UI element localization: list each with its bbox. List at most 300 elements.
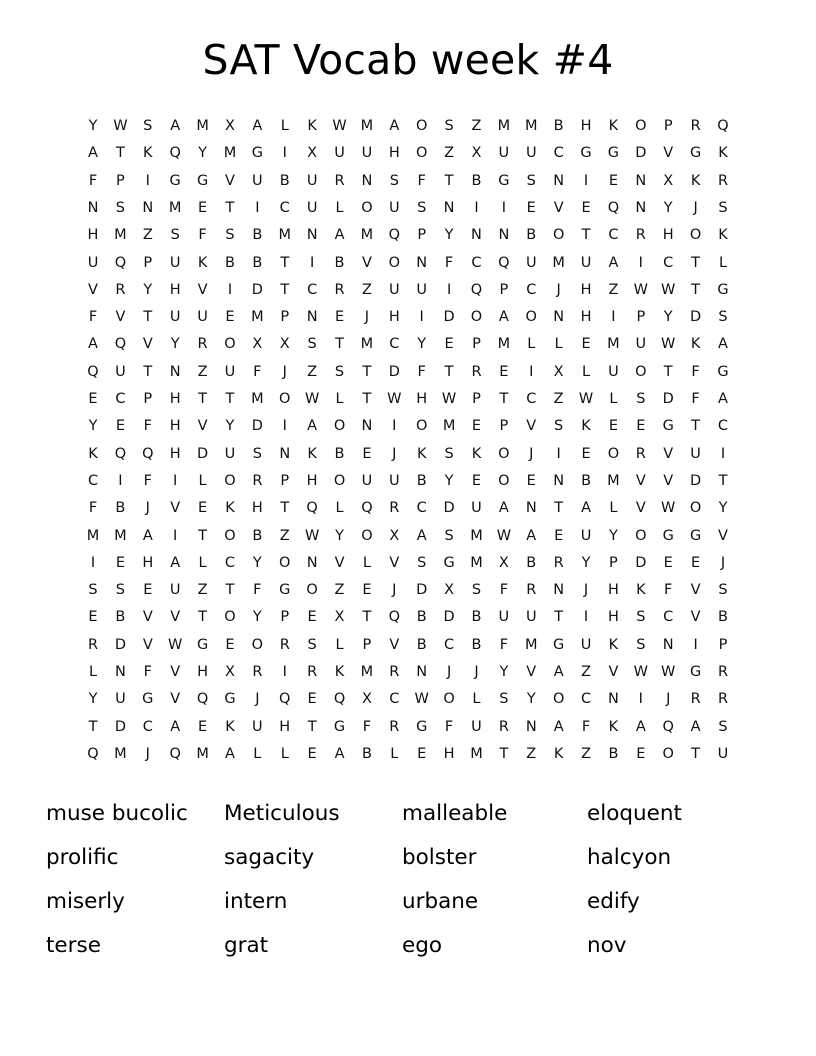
grid-cell[interactable]: I (282, 418, 287, 435)
grid-cell[interactable]: D (635, 554, 647, 571)
grid-cell[interactable]: W (304, 527, 320, 544)
grid-cell[interactable]: P (417, 227, 427, 244)
grid-cell[interactable]: G (689, 145, 702, 162)
grid-cell[interactable]: R (389, 664, 400, 681)
grid-cell[interactable]: H (169, 391, 181, 408)
grid-cell[interactable]: O (224, 472, 236, 489)
grid-cell[interactable]: H (169, 418, 181, 435)
word-list-item[interactable]: eloquent (587, 801, 682, 827)
grid-cell[interactable]: A (581, 500, 591, 517)
grid-cell[interactable]: M (607, 336, 620, 353)
grid-cell[interactable]: N (306, 309, 318, 326)
grid-cell[interactable]: I (173, 472, 178, 489)
grid-cell[interactable]: M (196, 118, 209, 135)
grid-cell[interactable]: K (225, 500, 235, 517)
grid-cell[interactable]: P (718, 636, 728, 653)
grid-cell[interactable]: N (553, 472, 565, 489)
grid-cell[interactable]: S (526, 172, 536, 189)
grid-cell[interactable]: U (471, 500, 482, 517)
grid-cell[interactable]: T (499, 745, 509, 762)
grid-cell[interactable]: D (443, 609, 455, 626)
grid-cell[interactable]: A (553, 718, 564, 735)
grid-cell[interactable]: I (282, 145, 287, 162)
grid-cell[interactable]: N (662, 636, 674, 653)
grid-cell[interactable]: G (689, 664, 702, 681)
grid-cell[interactable]: Q (114, 445, 127, 462)
grid-cell[interactable]: Z (553, 391, 564, 408)
grid-cell[interactable]: I (419, 309, 424, 326)
grid-cell[interactable]: Q (717, 118, 729, 135)
grid-cell[interactable]: E (471, 472, 482, 489)
grid-cell[interactable]: L (335, 636, 344, 653)
grid-cell[interactable]: Y (581, 554, 591, 571)
grid-cell[interactable]: X (224, 664, 235, 681)
grid-cell[interactable]: L (335, 391, 344, 408)
grid-cell[interactable]: K (88, 445, 98, 462)
grid-cell[interactable]: U (498, 609, 510, 626)
grid-cell[interactable]: N (142, 199, 154, 216)
grid-cell[interactable]: T (280, 500, 290, 517)
grid-cell[interactable]: T (499, 391, 509, 408)
grid-cell[interactable]: G (580, 145, 592, 162)
grid-cell[interactable]: N (635, 199, 647, 216)
grid-cell[interactable]: M (360, 336, 374, 353)
grid-cell[interactable]: E (143, 582, 153, 599)
grid-cell[interactable]: O (498, 445, 510, 462)
grid-cell[interactable]: T (307, 718, 317, 735)
grid-cell[interactable]: B (115, 609, 126, 626)
word-list-item[interactable]: urbane (402, 889, 479, 915)
grid-cell[interactable]: T (225, 582, 235, 599)
grid-cell[interactable]: V (690, 582, 701, 599)
grid-cell[interactable]: S (718, 309, 728, 326)
grid-cell[interactable]: B (581, 472, 592, 489)
grid-cell[interactable]: C (471, 254, 482, 271)
grid-cell[interactable]: G (251, 145, 263, 162)
grid-cell[interactable]: E (581, 199, 591, 216)
grid-cell[interactable]: T (554, 500, 564, 517)
grid-cell[interactable]: U (388, 472, 400, 489)
grid-cell[interactable]: B (471, 636, 482, 653)
grid-cell[interactable]: T (198, 609, 207, 626)
grid-cell[interactable]: T (718, 472, 728, 489)
grid-cell[interactable]: U (580, 527, 592, 544)
grid-cell[interactable]: J (583, 582, 589, 599)
grid-cell[interactable]: H (169, 281, 181, 298)
grid-cell[interactable]: K (690, 336, 701, 353)
grid-cell[interactable]: Y (444, 227, 454, 244)
grid-cell[interactable]: R (690, 118, 701, 135)
grid-cell[interactable]: H (607, 609, 619, 626)
grid-cell[interactable]: W (168, 636, 183, 653)
grid-cell[interactable]: G (553, 636, 565, 653)
grid-cell[interactable]: S (554, 418, 564, 435)
grid-cell[interactable]: E (115, 418, 125, 435)
grid-cell[interactable]: M (114, 745, 127, 762)
grid-cell[interactable]: A (718, 391, 728, 408)
grid-cell[interactable]: U (525, 145, 537, 162)
word-list-item[interactable]: grat (224, 933, 269, 959)
grid-cell[interactable]: E (526, 199, 536, 216)
grid-cell[interactable]: A (225, 745, 235, 762)
grid-cell[interactable]: V (663, 445, 674, 462)
grid-cell[interactable]: S (252, 445, 262, 462)
grid-cell[interactable]: M (251, 391, 264, 408)
grid-cell[interactable]: F (664, 582, 673, 599)
grid-cell[interactable]: U (115, 363, 126, 380)
grid-cell[interactable]: C (717, 418, 729, 435)
grid-cell[interactable]: L (280, 118, 289, 135)
grid-cell[interactable]: H (388, 145, 400, 162)
word-list-item[interactable]: Meticulous (224, 801, 340, 827)
grid-cell[interactable]: R (717, 664, 729, 681)
grid-cell[interactable]: K (608, 718, 619, 735)
grid-cell[interactable]: U (87, 254, 99, 271)
grid-cell[interactable]: I (227, 281, 233, 298)
grid-cell[interactable]: B (471, 609, 482, 626)
grid-cell[interactable]: C (526, 281, 537, 298)
grid-cell[interactable]: B (334, 254, 345, 271)
grid-cell[interactable]: V (526, 418, 537, 435)
grid-cell[interactable]: C (663, 254, 674, 271)
grid-cell[interactable]: Z (526, 745, 537, 762)
grid-cell[interactable]: R (334, 172, 345, 189)
grid-cell[interactable]: X (279, 336, 290, 353)
word-list-item[interactable]: halcyon (587, 845, 672, 871)
grid-cell[interactable]: W (441, 391, 457, 408)
grid-cell[interactable]: I (611, 309, 616, 326)
grid-cell[interactable]: F (444, 718, 454, 735)
grid-cell[interactable]: G (662, 418, 674, 435)
grid-cell[interactable]: V (526, 664, 537, 681)
grid-cell[interactable]: W (633, 664, 648, 681)
grid-cell[interactable]: T (115, 145, 125, 162)
grid-cell[interactable]: W (661, 336, 676, 353)
grid-cell[interactable]: Q (142, 445, 154, 462)
grid-cell[interactable]: X (553, 363, 564, 380)
grid-cell[interactable]: Q (498, 254, 510, 271)
grid-cell[interactable]: R (690, 691, 701, 708)
grid-cell[interactable]: C (526, 391, 537, 408)
grid-cell[interactable]: V (553, 199, 564, 216)
grid-cell[interactable]: A (690, 718, 701, 735)
grid-cell[interactable]: O (279, 391, 291, 408)
grid-cell[interactable]: E (554, 527, 564, 544)
grid-cell[interactable]: U (169, 582, 181, 599)
grid-cell[interactable]: B (224, 254, 235, 271)
grid-cell[interactable]: I (501, 199, 506, 216)
grid-cell[interactable]: U (717, 745, 729, 762)
grid-cell[interactable]: T (691, 281, 701, 298)
grid-cell[interactable]: V (225, 172, 235, 189)
grid-cell[interactable]: F (253, 582, 262, 599)
grid-cell[interactable]: P (636, 309, 646, 326)
grid-cell[interactable]: B (416, 636, 427, 653)
grid-cell[interactable]: N (279, 445, 291, 462)
grid-cell[interactable]: N (553, 582, 565, 599)
grid-cell[interactable]: X (224, 118, 235, 135)
grid-cell[interactable]: O (498, 472, 510, 489)
grid-cell[interactable]: D (251, 281, 263, 298)
grid-cell[interactable]: Y (88, 118, 98, 135)
grid-cell[interactable]: S (444, 527, 454, 544)
word-list-item[interactable]: miserly (46, 889, 125, 915)
grid-cell[interactable]: S (389, 172, 399, 189)
grid-cell[interactable]: G (717, 363, 729, 380)
grid-cell[interactable]: T (362, 363, 372, 380)
grid-cell[interactable]: P (499, 418, 509, 435)
grid-cell[interactable]: D (690, 472, 702, 489)
grid-cell[interactable]: T (362, 391, 372, 408)
grid-cell[interactable]: E (307, 745, 317, 762)
grid-cell[interactable]: N (635, 172, 647, 189)
grid-cell[interactable]: S (718, 582, 728, 599)
grid-cell[interactable]: Q (279, 691, 291, 708)
grid-cell[interactable]: Q (114, 336, 127, 353)
grid-cell[interactable]: E (608, 172, 619, 189)
grid-cell[interactable]: D (443, 500, 455, 517)
grid-cell[interactable]: B (252, 527, 263, 544)
grid-cell[interactable]: Z (471, 118, 482, 135)
grid-cell[interactable]: T (143, 363, 153, 380)
grid-cell[interactable]: P (663, 118, 673, 135)
grid-cell[interactable]: T (88, 718, 98, 735)
word-list-item[interactable]: ego (402, 933, 443, 959)
grid-cell[interactable]: F (143, 664, 152, 681)
grid-cell[interactable]: N (553, 172, 565, 189)
grid-cell[interactable]: M (251, 309, 264, 326)
grid-cell[interactable]: F (362, 718, 372, 735)
grid-cell[interactable]: G (607, 145, 620, 162)
grid-cell[interactable]: R (389, 718, 400, 735)
grid-cell[interactable]: T (691, 745, 701, 762)
grid-cell[interactable]: L (335, 199, 344, 216)
grid-cell[interactable]: B (526, 227, 537, 244)
grid-cell[interactable]: R (307, 664, 318, 681)
grid-cell[interactable]: F (88, 309, 98, 326)
grid-cell[interactable]: C (142, 718, 153, 735)
grid-cell[interactable]: S (718, 718, 728, 735)
grid-cell[interactable]: D (635, 145, 647, 162)
grid-cell[interactable]: H (416, 391, 428, 408)
grid-cell[interactable]: P (280, 609, 290, 626)
grid-cell[interactable]: Z (307, 363, 318, 380)
grid-cell[interactable]: E (362, 445, 372, 462)
grid-cell[interactable]: N (608, 691, 619, 708)
grid-cell[interactable]: Y (170, 336, 180, 353)
grid-cell[interactable]: N (361, 418, 373, 435)
grid-cell[interactable]: J (529, 445, 534, 462)
grid-cell[interactable]: M (114, 527, 127, 544)
grid-cell[interactable]: X (389, 527, 400, 544)
grid-cell[interactable]: N (169, 363, 181, 380)
grid-cell[interactable]: A (170, 554, 181, 571)
grid-cell[interactable]: E (225, 636, 235, 653)
grid-cell[interactable]: B (718, 609, 728, 626)
grid-cell[interactable]: H (87, 227, 99, 244)
grid-cell[interactable]: T (444, 172, 454, 189)
grid-cell[interactable]: F (444, 254, 454, 271)
grid-cell[interactable]: K (416, 445, 427, 462)
grid-cell[interactable]: O (552, 227, 565, 244)
word-list-item[interactable]: bolster (402, 845, 477, 871)
grid-cell[interactable]: C (580, 691, 592, 708)
grid-cell[interactable]: M (168, 199, 182, 216)
grid-cell[interactable]: T (444, 363, 454, 380)
grid-cell[interactable]: T (198, 391, 207, 408)
grid-cell[interactable]: C (307, 281, 318, 298)
grid-cell[interactable]: F (143, 418, 152, 435)
grid-cell[interactable]: E (334, 309, 345, 326)
grid-cell[interactable]: S (499, 691, 509, 708)
grid-cell[interactable]: V (361, 254, 372, 271)
grid-cell[interactable]: M (278, 227, 291, 244)
grid-cell[interactable]: Y (252, 609, 262, 626)
grid-cell[interactable]: N (553, 309, 565, 326)
grid-cell[interactable]: Y (225, 418, 235, 435)
grid-cell[interactable]: I (474, 199, 479, 216)
grid-cell[interactable]: N (443, 199, 455, 216)
grid-cell[interactable]: M (525, 118, 538, 135)
grid-cell[interactable]: O (689, 500, 702, 517)
grid-cell[interactable]: L (718, 254, 728, 271)
grid-cell[interactable]: A (718, 336, 728, 353)
grid-cell[interactable]: R (197, 336, 208, 353)
grid-cell[interactable]: S (143, 118, 153, 135)
grid-cell[interactable]: R (252, 472, 263, 489)
grid-cell[interactable]: M (470, 527, 483, 544)
grid-cell[interactable]: M (497, 118, 511, 135)
grid-cell[interactable]: G (333, 718, 346, 735)
grid-cell[interactable]: J (392, 445, 397, 462)
grid-cell[interactable]: T (362, 609, 372, 626)
grid-cell[interactable]: T (335, 336, 344, 353)
grid-cell[interactable]: X (471, 145, 482, 162)
grid-cell[interactable]: A (334, 227, 345, 244)
grid-cell[interactable]: D (690, 309, 702, 326)
grid-cell[interactable]: I (638, 691, 643, 708)
grid-cell[interactable]: S (334, 363, 345, 380)
grid-cell[interactable]: E (608, 418, 619, 435)
grid-cell[interactable]: U (334, 145, 345, 162)
grid-cell[interactable]: A (608, 254, 619, 271)
grid-cell[interactable]: H (142, 554, 154, 571)
grid-cell[interactable]: T (280, 254, 290, 271)
grid-cell[interactable]: U (498, 145, 510, 162)
grid-cell[interactable]: U (252, 172, 263, 189)
grid-cell[interactable]: S (115, 199, 125, 216)
grid-cell[interactable]: H (443, 745, 455, 762)
grid-cell[interactable]: Y (252, 554, 262, 571)
grid-cell[interactable]: U (361, 145, 373, 162)
grid-cell[interactable]: E (88, 391, 98, 408)
grid-cell[interactable]: W (578, 391, 594, 408)
grid-cell[interactable]: M (114, 227, 127, 244)
grid-cell[interactable]: A (334, 745, 345, 762)
grid-cell[interactable]: C (279, 199, 290, 216)
grid-cell[interactable]: F (499, 582, 509, 599)
grid-cell[interactable]: I (309, 254, 315, 271)
grid-cell[interactable]: P (609, 554, 618, 571)
grid-cell[interactable]: I (638, 254, 643, 271)
grid-cell[interactable]: I (693, 636, 698, 653)
grid-cell[interactable]: M (360, 118, 374, 135)
grid-cell[interactable]: H (279, 718, 291, 735)
grid-cell[interactable]: A (389, 118, 400, 135)
grid-cell[interactable]: T (581, 227, 591, 244)
grid-cell[interactable]: O (361, 199, 373, 216)
grid-cell[interactable]: R (717, 172, 729, 189)
grid-cell[interactable]: W (304, 391, 320, 408)
word-list-item[interactable]: prolific (46, 845, 119, 871)
grid-cell[interactable]: Q (388, 227, 401, 244)
grid-cell[interactable]: F (253, 363, 262, 380)
grid-cell[interactable]: F (691, 391, 700, 408)
grid-cell[interactable]: N (498, 227, 510, 244)
grid-cell[interactable]: L (253, 745, 262, 762)
grid-cell[interactable]: L (554, 336, 563, 353)
grid-cell[interactable]: U (388, 281, 400, 298)
grid-cell[interactable]: K (553, 745, 564, 762)
grid-cell[interactable]: P (362, 636, 372, 653)
grid-cell[interactable]: V (197, 281, 208, 298)
grid-cell[interactable]: Y (663, 199, 673, 216)
grid-cell[interactable]: W (387, 391, 402, 408)
grid-cell[interactable]: V (142, 636, 153, 653)
word-list-item[interactable]: intern (224, 889, 288, 915)
grid-cell[interactable]: O (662, 745, 674, 762)
grid-cell[interactable]: Y (143, 281, 153, 298)
grid-cell[interactable]: A (88, 145, 98, 162)
grid-cell[interactable]: U (169, 254, 181, 271)
grid-cell[interactable]: R (526, 582, 537, 599)
grid-cell[interactable]: G (224, 691, 236, 708)
grid-cell[interactable]: I (583, 609, 589, 626)
grid-cell[interactable]: E (197, 199, 208, 216)
grid-cell[interactable]: M (360, 664, 374, 681)
grid-cell[interactable]: B (361, 745, 372, 762)
word-list-item[interactable]: sagacity (224, 845, 315, 871)
grid-cell[interactable]: F (143, 472, 152, 489)
grid-cell[interactable]: Y (499, 664, 509, 681)
grid-cell[interactable]: X (663, 172, 674, 189)
grid-cell[interactable]: I (392, 418, 397, 435)
grid-cell[interactable]: H (580, 309, 592, 326)
grid-cell[interactable]: T (691, 254, 701, 271)
grid-cell[interactable]: R (334, 281, 345, 298)
grid-cell[interactable]: H (306, 472, 318, 489)
grid-cell[interactable]: V (663, 145, 674, 162)
grid-cell[interactable]: S (417, 199, 427, 216)
grid-cell[interactable]: I (583, 172, 589, 189)
grid-cell[interactable]: S (307, 336, 317, 353)
grid-cell[interactable]: C (224, 554, 236, 571)
grid-cell[interactable]: P (280, 309, 290, 326)
grid-cell[interactable]: I (282, 664, 287, 681)
grid-cell[interactable]: P (143, 391, 153, 408)
grid-cell[interactable]: N (87, 199, 99, 216)
grid-cell[interactable]: R (389, 500, 400, 517)
grid-cell[interactable]: V (334, 554, 345, 571)
grid-cell[interactable]: U (690, 445, 701, 462)
grid-cell[interactable]: Z (197, 363, 208, 380)
grid-cell[interactable]: Q (470, 281, 483, 298)
grid-cell[interactable]: O (635, 527, 647, 544)
grid-cell[interactable]: Z (334, 582, 345, 599)
grid-cell[interactable]: E (88, 609, 98, 626)
grid-cell[interactable]: Q (361, 500, 373, 517)
grid-cell[interactable]: A (252, 118, 263, 135)
